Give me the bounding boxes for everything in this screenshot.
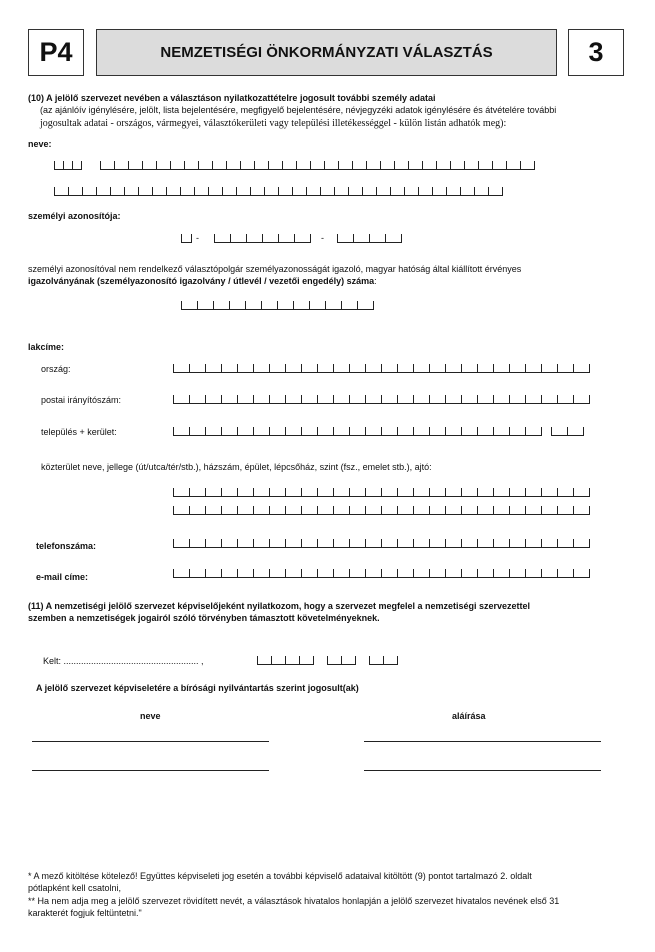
footnote-2-line2: karakterét fogjuk feltüntetni." <box>28 908 142 918</box>
street-field-row2[interactable] <box>173 506 590 515</box>
page-badge-left: P4 <box>28 29 84 76</box>
zip-field[interactable] <box>173 395 590 404</box>
name-line-1[interactable] <box>32 741 269 742</box>
section-10-desc-line1: (az ajánlóív igénylésére, jelölt, lista bejelentésére, megfigyelő bejelentésére, névjegyzéki adatok igénylésére és átvételére további <box>40 105 557 115</box>
personal-id-part2[interactable] <box>214 234 311 243</box>
column-signature-heading: aláírása <box>452 711 486 721</box>
document-text-colon: : <box>374 276 377 286</box>
section-11-line2: szemben a nemzetiségek jogairól szóló törvényben támasztott követelményeknek. <box>28 613 380 623</box>
signature-line-2[interactable] <box>364 770 601 771</box>
email-field[interactable] <box>173 569 590 578</box>
district-field[interactable] <box>551 427 584 436</box>
zip-label: postai irányítószám: <box>41 395 122 405</box>
date-day-field[interactable] <box>369 656 398 665</box>
page-number-badge: 3 <box>568 29 624 76</box>
street-field-row1[interactable] <box>173 488 590 497</box>
document-text-line1: személyi azonosítóval nem rendelkező választópolgár személyazonosságát igazoló, magyar hatóság által kiállított érvényes <box>28 264 522 274</box>
city-field[interactable] <box>173 427 542 436</box>
country-label: ország: <box>41 364 71 374</box>
document-number-field[interactable] <box>181 301 374 310</box>
section-10-title: (10) A jelölő szervezet nevében a választáson nyilatkozattételre jogosult további személy adatai <box>28 93 436 103</box>
id-separator-2: - <box>321 233 324 243</box>
section-10-desc-line2: jogosultak adatai - országos, vármegyei, választókerületi vagy települési illetékességgel - külön listán adhatók meg): <box>40 118 507 129</box>
date-year-field[interactable] <box>257 656 314 665</box>
name-field-row1[interactable] <box>100 161 535 170</box>
personal-id-part3[interactable] <box>337 234 402 243</box>
name-label: neve: <box>28 139 52 149</box>
column-name-heading: neve <box>140 711 161 721</box>
footnote-1-line1: * A mező kitöltése kötelező! Együttes képviseleti jog esetén a további képviselő adataival kitöltött (9) pontot tartalmazó 2. oldalt <box>28 871 532 881</box>
street-label: közterület neve, jellege (út/utca/tér/stb.), házszám, épület, lépcsőház, szint (fsz., emelet stb.), ajtó: <box>41 462 432 472</box>
footnote-2-line1: ** Ha nem adja meg a jelölő szervezet rövidített nevét, a választások hivatalos honlapján a jelölő szervezet hivatalos nevének első 31 <box>28 896 560 906</box>
page-title: NEMZETISÉGI ÖNKORMÁNYZATI VÁLASZTÁS <box>96 29 557 76</box>
country-field[interactable] <box>173 364 590 373</box>
email-label: e-mail címe: <box>36 572 89 582</box>
document-text-line2 <box>28 276 377 287</box>
id-separator-1: - <box>196 233 199 243</box>
kelt-field[interactable]: Kelt: ...................................................... , <box>43 656 204 666</box>
document-text-bold: igazolványának (személyazonosító igazolvány / útlevél / vezetői engedély) száma <box>28 276 375 286</box>
name-line-2[interactable] <box>32 770 269 771</box>
address-label: lakcíme: <box>28 342 65 352</box>
signature-line-1[interactable] <box>364 741 601 742</box>
name-prefix-boxes[interactable] <box>54 161 82 170</box>
name-field-row2[interactable] <box>54 187 503 196</box>
city-label: település + kerület: <box>41 427 117 437</box>
personal-id-label: személyi azonosítója: <box>28 211 121 221</box>
date-month-field[interactable] <box>327 656 356 665</box>
footnote-1-line2: pótlapként kell csatolni, <box>28 883 122 893</box>
section-11-line1: (11) A nemzetiségi jelölő szervezet képviselőjeként nyilatkozom, hogy a szervezet megfelel a nemzetiségi szervezettel <box>28 601 531 611</box>
authorized-label: A jelölő szervezet képviseletére a bírósági nyilvántartás szerint jogosult(ak) <box>36 683 359 693</box>
personal-id-part1[interactable] <box>181 234 192 243</box>
phone-field[interactable] <box>173 539 590 548</box>
phone-label: telefonszáma: <box>36 541 97 551</box>
